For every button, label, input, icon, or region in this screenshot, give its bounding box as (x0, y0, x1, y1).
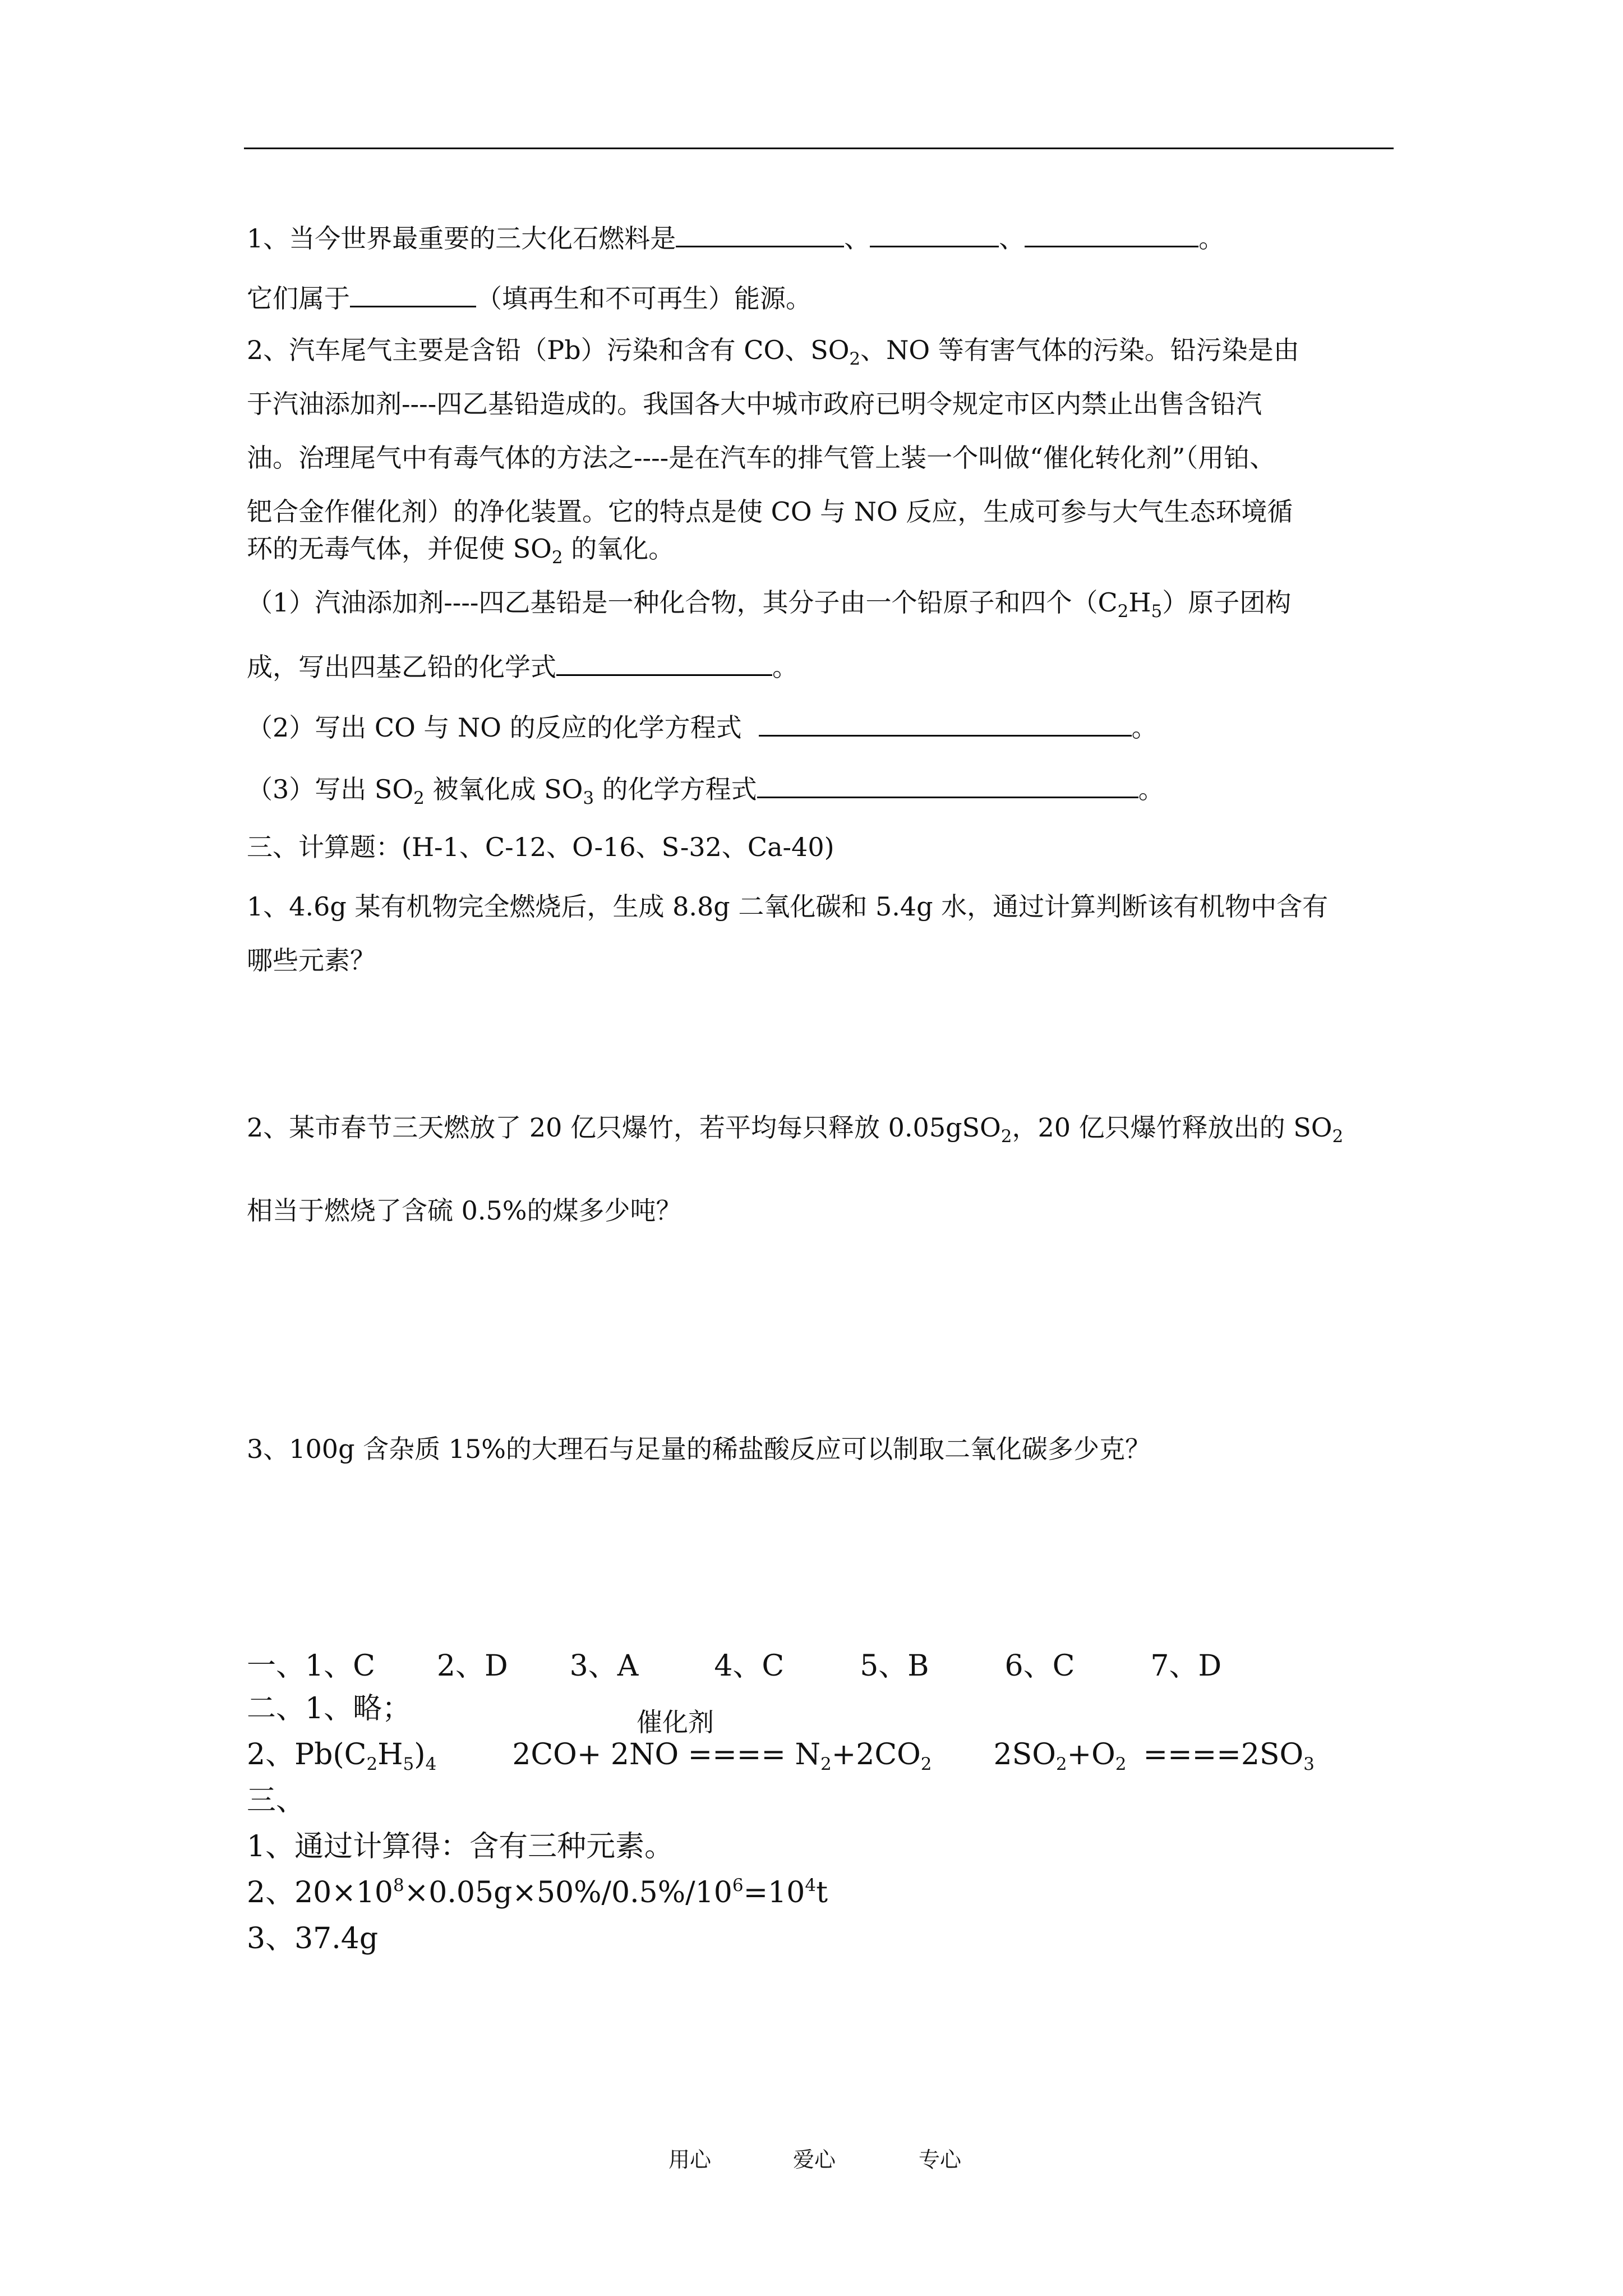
q2-paragraph-line5: 环的无毒气体，并促使 $SO_2$ 的氧化。 (247, 533, 675, 568)
answer-formula: $Pb(C_2H_5)_4$ (294, 1738, 437, 1774)
answer-calc-1: 1、通过计算得：含有三种元素。 (247, 1830, 674, 1864)
catalyst-label: 催化剂 (637, 1707, 714, 1737)
q1-line1: 1、当今世界最重要的三大化石燃料是 、 、 。 (247, 219, 1224, 255)
blank-fuel-3 (1025, 219, 1198, 247)
q2-sub1-line1: （1）汽油添加剂----四乙基铅是一种化合物，其分子由一个铅原子和四个$(C_2H_5)$原子团构 (247, 587, 1292, 622)
blank-equation-co-no (759, 708, 1132, 737)
answer-mc-5: 5、B (860, 1649, 929, 1683)
blank-fuel-1 (676, 219, 844, 247)
answer-mc-3: 3、A (569, 1649, 639, 1683)
answer-mc-2: 2、D (436, 1649, 508, 1683)
answers-multiple-choice: 一、1、C 2、D 3、A 4、C 5、B 6、C 7、D (247, 1649, 1222, 1683)
blank-fuel-2 (870, 219, 999, 247)
blank-equation-so2 (757, 770, 1138, 798)
answer-equation-so2: $2SO_2+O_2 ====2SO_3$ (993, 1738, 1315, 1774)
q2-paragraph-line3: 油。治理尾气中有毒气体的方法之----是在汽车的排气管上装一个叫做“催化转化剂”（用铂、 (247, 443, 1276, 473)
q2-sub3: （3）写出 $SO_2$ 被氧化成 $SO_3$ 的化学方程式 。 (247, 770, 1164, 806)
answer-mc-1: 1、C (305, 1649, 375, 1683)
section3-heading: 三、计算题：(H-1、C-12、O-16、S-32、Ca-40) (247, 832, 834, 862)
answer-calc-2: 2、$20\times 10^8\times 0.05g\times 50\%/0.5\%/10^6=10^4t$ (247, 1875, 828, 1910)
answers-fill-line1: 二、1、略； (247, 1692, 412, 1726)
answers-equations: 2、$Pb(C_2H_5)_4$ 2CO+ 2NO ==== $N_2+2CO_2$ $2SO_2+O_2 ====2SO_3$ (247, 1738, 1315, 1774)
footer-word-2: 爱心 (793, 2147, 836, 2172)
blank-energy-type (350, 279, 476, 307)
blank-formula (556, 647, 772, 676)
footer-word-3: 专心 (919, 2147, 962, 2172)
q2-sub2: （2）写出 CO 与 NO 的反应的化学方程式 。 (247, 708, 1158, 744)
answers-section3-heading: 三、 (247, 1784, 306, 1818)
answer-calc-3: 3、37.4g (247, 1922, 379, 1955)
q2-paragraph-line2: 于汽油添加剂----四乙基铅造成的。我国各大中城市政府已明令规定市区内禁止出售含铅汽 (247, 389, 1262, 419)
answer-equation-co-no: 2CO+ 2NO ==== $N_2+2CO_2$ (512, 1738, 932, 1774)
calc1-line1: 1、4.6g 某有机物完全燃烧后，生成 8.8g 二氧化碳和 5.4g 水，通过计算判断该有机物中含有 (247, 891, 1329, 922)
answer-mc-4: 4、C (714, 1649, 785, 1683)
calc2-line2: 相当于燃烧了含硫 0.5%的煤多少吨？ (247, 1195, 682, 1226)
calc1-line2: 哪些元素？ (247, 945, 376, 976)
calc2-line1: 2、某市春节三天燃放了 20 亿只爆竹，若平均每只释放 0.05gSO$_2$，20 亿只爆竹释放出的 $SO_2$ (247, 1112, 1344, 1147)
header-rule (244, 148, 1394, 149)
footer-word-1: 用心 (668, 2147, 712, 2172)
q2-paragraph-line4: 钯合金作催化剂）的净化装置。它的特点是使 CO 与 NO 反应，生成可参与大气生态环境循 (247, 496, 1293, 527)
calc3: 3、100g 含杂质 15%的大理石与足量的稀盐酸反应可以制取二氧化碳多少克？ (247, 1434, 1151, 1464)
answer-mc-6: 6、C (1004, 1649, 1075, 1683)
answer-mc-7: 7、D (1150, 1649, 1222, 1683)
q1-line2: 它们属于 （填再生和不可再生）能源。 (247, 279, 811, 315)
q2-sub1-line2: 成，写出四基乙铅的化学式 。 (247, 647, 798, 684)
q2-paragraph-line1: 2、汽车尾气主要是含铅（Pb）污染和含有 CO、$SO_2$、NO 等有害气体的污染。铅污染是由 (247, 335, 1299, 369)
